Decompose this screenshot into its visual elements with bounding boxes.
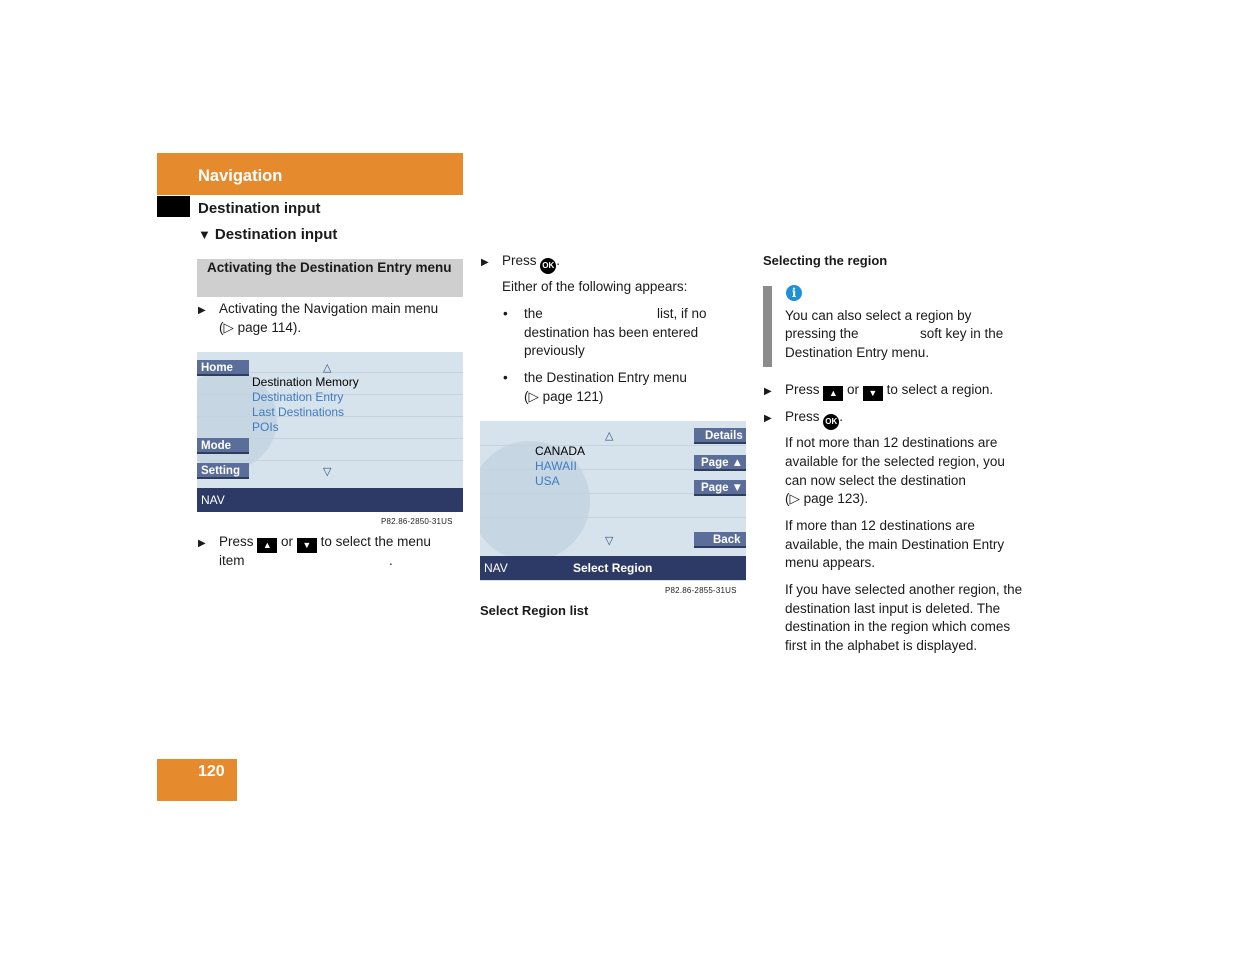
subsection-title: [198, 226, 337, 243]
step1-line1: Activating the Navigation main menu: [219, 301, 439, 316]
region-item-canada[interactable]: CANADA: [535, 444, 586, 458]
list-dot-1: •: [503, 306, 508, 321]
press-text: Press: [785, 409, 820, 424]
step1-line2: (▷ page 114).: [219, 320, 302, 335]
para3-line4: first in the alphabet is displayed.: [785, 638, 978, 653]
figure-code: P82.86-2850-31US: [381, 517, 453, 526]
down-arrow-key-icon: ▼: [297, 538, 317, 553]
para3-line2: destination last input is deleted. The: [785, 601, 1001, 616]
region-item-hawaii[interactable]: HAWAII: [535, 459, 577, 473]
menu-item-pois[interactable]: POIs: [252, 420, 279, 434]
back-button[interactable]: Back: [694, 532, 746, 548]
nav-main-menu-screen: [197, 352, 463, 512]
up-arrow-key-icon: ▲: [823, 386, 843, 401]
page-number-box: [157, 759, 237, 801]
either-text: Either of the following appears:: [502, 279, 688, 294]
info-icon: i: [786, 285, 802, 301]
col3-step2: Press OK .: [785, 408, 843, 430]
para2-line3: menu appears.: [785, 555, 876, 570]
page-down-button[interactable]: Page ▼: [694, 480, 746, 496]
para1-line2: available for the selected region, you: [785, 454, 1005, 469]
press-text: Press: [785, 382, 820, 397]
bullet1-b: list, if no: [657, 306, 707, 321]
step2-period: .: [389, 553, 393, 568]
figure-caption: Select Region list: [480, 603, 589, 618]
bullet1-line3: previously: [524, 343, 585, 358]
press-text: Press: [502, 253, 537, 268]
col3-step1: [785, 381, 993, 401]
ok-button-icon: OK: [540, 258, 556, 274]
status-bar: [480, 556, 746, 580]
page-number: 120: [198, 763, 225, 780]
or-text: or: [281, 534, 294, 549]
subsection-label: Destination input: [214, 226, 338, 243]
select-region-screen: [480, 421, 746, 581]
home-button[interactable]: Home: [197, 360, 249, 376]
bullet1-line2: destination has been entered: [524, 325, 699, 340]
ok-button-icon: OK: [823, 414, 839, 430]
bullet2-line2: (▷ page 121): [524, 389, 604, 404]
info-line3: Destination Entry menu.: [785, 345, 930, 360]
region-item-usa[interactable]: USA: [535, 474, 560, 488]
menu-item-destination-memory[interactable]: Destination Memory: [252, 375, 359, 389]
col3-bullet-1: ▶: [764, 386, 772, 397]
down-arrow-key-icon: ▼: [863, 386, 883, 401]
step-bullet-1: ▶: [198, 305, 206, 316]
step2-line1: [219, 533, 431, 553]
status-bar: [197, 488, 463, 512]
info-line1: You can also select a region by: [785, 308, 972, 323]
scroll-up-icon[interactable]: △: [605, 430, 614, 442]
mode-button[interactable]: Mode: [197, 438, 249, 454]
para3-line3: destination in the region which comes: [785, 619, 1011, 634]
chapter-title: Navigation: [198, 167, 283, 185]
triangle-down-icon: ▼: [198, 227, 211, 242]
or-text: or: [847, 382, 860, 397]
col2-press-line: Press OK .: [502, 252, 560, 274]
region-heading: Selecting the region: [763, 253, 888, 268]
status-screen-title: Select Region: [573, 561, 653, 575]
page-up-button[interactable]: Page ▲: [694, 455, 746, 471]
step1-rest-text: to select a region.: [886, 382, 994, 397]
section-marker: [157, 196, 190, 217]
section-title: Destination input: [198, 200, 321, 217]
col3-bullet-2: ▶: [764, 413, 772, 424]
bullet2-line1: the Destination Entry menu: [524, 370, 687, 385]
status-nav-label: NAV: [201, 493, 225, 507]
para1-line1: If not more than 12 destinations are: [785, 435, 998, 450]
step2-line2: item: [219, 553, 245, 568]
para1-line4: (▷ page 123).: [785, 491, 869, 506]
para2-line1: If more than 12 destinations are: [785, 518, 975, 533]
list-dot-2: •: [503, 370, 508, 385]
setting-button[interactable]: Setting: [197, 463, 249, 479]
para1-line3: can now select the destination: [785, 473, 966, 488]
box-title: Activating the Destination Entry menu: [207, 260, 452, 275]
press-text: Press: [219, 534, 254, 549]
status-nav-label: NAV: [484, 561, 508, 575]
info-line2b: soft key in the: [920, 326, 1004, 341]
step2-rest-text: to select the menu: [320, 534, 431, 549]
scroll-up-icon[interactable]: △: [323, 362, 332, 374]
scroll-down-icon[interactable]: ▽: [323, 466, 332, 478]
figure-code: P82.86-2855-31US: [665, 586, 737, 595]
step-bullet-2: ▶: [198, 538, 206, 549]
col2-bullet: ▶: [481, 257, 489, 268]
details-button[interactable]: Details: [694, 428, 746, 444]
bullet1-a: the: [524, 306, 543, 321]
scroll-down-icon[interactable]: ▽: [605, 535, 614, 547]
info-line2a: pressing the: [785, 326, 859, 341]
menu-item-destination-entry[interactable]: Destination Entry: [252, 390, 344, 404]
menu-item-last-destinations[interactable]: Last Destinations: [252, 405, 345, 419]
para3-line1: If you have selected another region, the: [785, 582, 1023, 597]
para2-line2: available, the main Destination Entry: [785, 537, 1005, 552]
up-arrow-key-icon: ▲: [257, 538, 277, 553]
info-sidebar: [763, 286, 772, 367]
